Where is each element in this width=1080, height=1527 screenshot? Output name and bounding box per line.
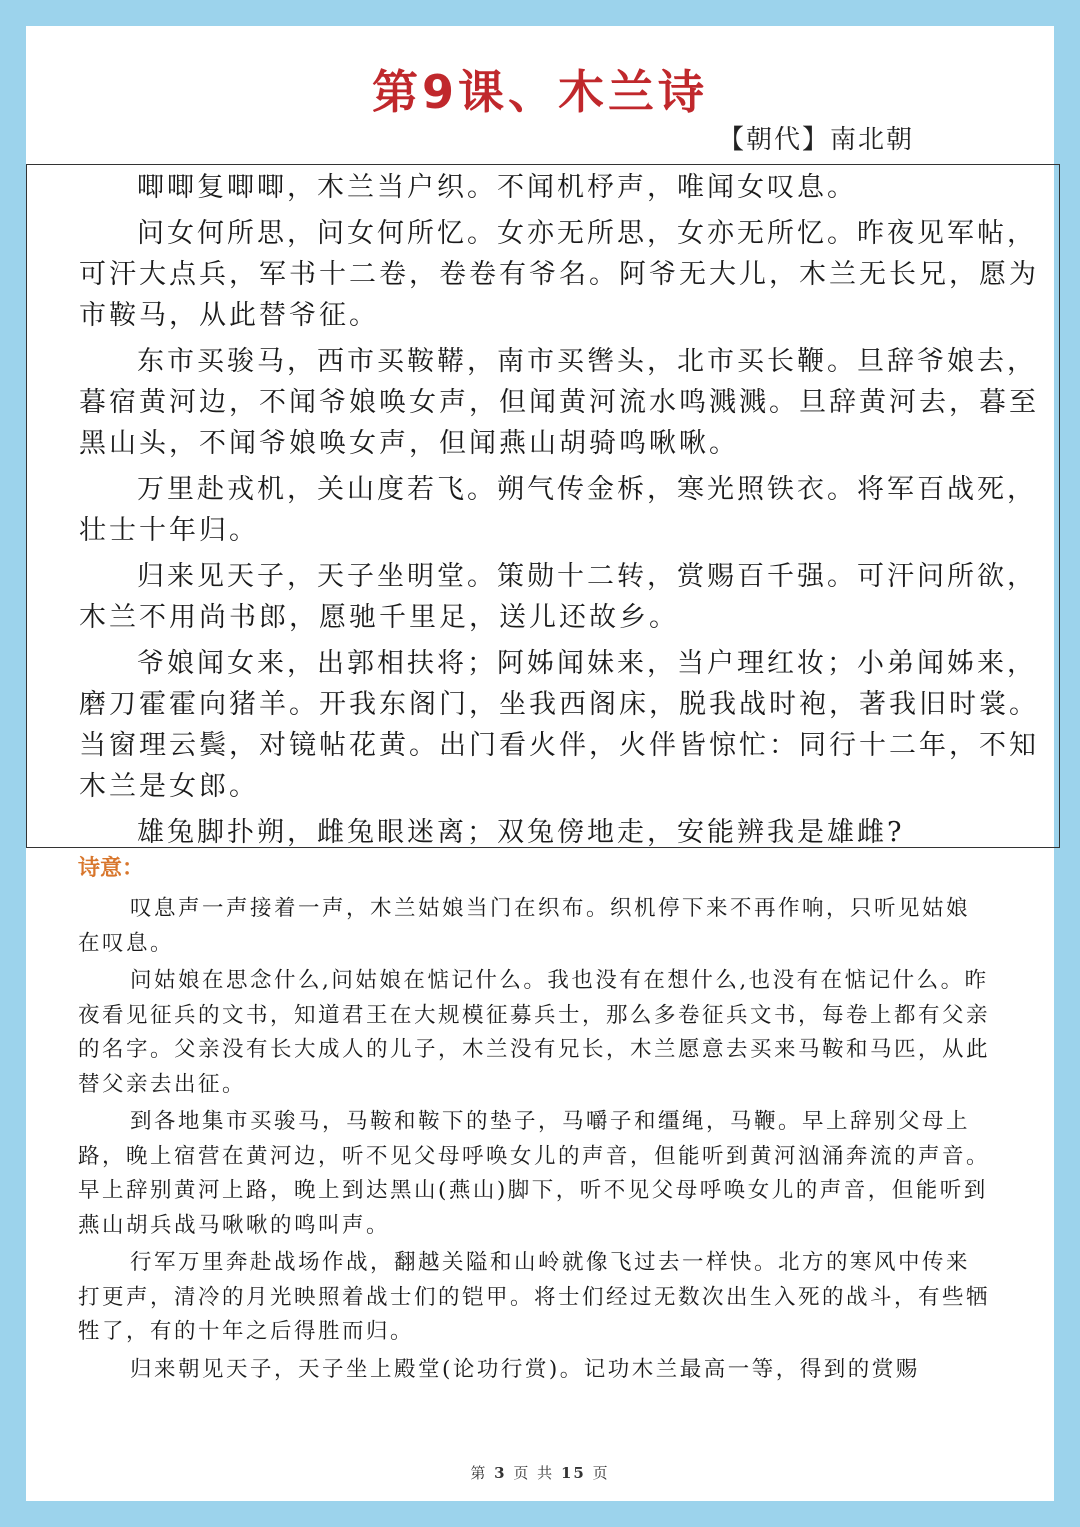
translation-paragraph: 归来朝见天子，天子坐上殿堂(论功行赏)。记功木兰最高一等，得到的赏赐 (130, 1356, 920, 1382)
dynasty-label: 【朝代】南北朝 (717, 125, 914, 155)
poem-paragraph: 爷娘闻女来，出郭相扶将；阿姊闻妹来，当户理红妆；小弟闻姊来，磨刀霍霍向猪羊。开我东阁门，坐我西阁床，脱我战时袍，著我旧时裳。当窗理云鬓，对镜帖花黄。出门看火伴，火伴皆惊忙：同行十二年，不知木兰是女郎。 (79, 648, 1039, 802)
poem-paragraph: 唧唧复唧唧，木兰当户织。不闻机杼声，唯闻女叹息。 (137, 172, 857, 203)
footer-middle: 页 共 (513, 1464, 555, 1482)
translation-paragraph: 到各地集市买骏马，马鞍和鞍下的垫子，马嚼子和缰绳，马鞭。早上辞别父母上路，晚上宿营在黄河边，听不见父母呼唤女儿的声音，但能听到黄河汹涌奔流的声音。早上辞别黄河上路，晚上到达黑山(燕山)脚下，听不见父母呼唤女儿的声音，但能听到燕山胡兵战马啾啾的鸣叫声。 (78, 1109, 991, 1238)
page-title: 第9课、木兰诗 (371, 65, 708, 119)
document-page (26, 26, 1054, 1501)
translation-paragraph: 问姑娘在思念什么,问姑娘在惦记什么。我也没有在想什么,也没有在惦记什么。昨夜看见征兵的文书，知道君王在大规模征募兵士，那么多卷征兵文书，每卷上都有父亲的名字。父亲没有长大成人的儿子，木兰没有兄长，木兰愿意去买来马鞍和马匹，从此替父亲去出征。 (78, 968, 991, 1097)
page-footer (26, 1462, 1054, 1483)
poem-paragraph: 问女何所思，问女何所忆。女亦无所思，女亦无所忆。昨夜见军帖，可汗大点兵，军书十二卷，卷卷有爷名。阿爷无大儿，木兰无长兄，愿为市鞍马，从此替爷征。 (79, 218, 1039, 331)
poem-paragraph: 归来见天子，天子坐明堂。策勋十二转，赏赐百千强。可汗问所欲，木兰不用尚书郎，愿驰千里足，送儿还故乡。 (79, 561, 1037, 633)
footer-suffix: 页 (592, 1464, 610, 1482)
poem-paragraph: 雄兔脚扑朔，雌兔眼迷离；双兔傍地走，安能辨我是雄雌? (137, 817, 905, 848)
poem-box (26, 164, 1060, 848)
footer-page-number: 3 (494, 1464, 507, 1482)
footer-total-pages: 15 (560, 1464, 586, 1482)
translation-paragraph: 叹息声一声接着一声，木兰姑娘当门在织布。织机停下来不再作响，只听见姑娘在叹息。 (78, 896, 971, 956)
translation-paragraph: 行军万里奔赴战场作战，翻越关隘和山岭就像飞过去一样快。北方的寒风中传来打更声，清冷的月光映照着战士们的铠甲。将士们经过无数次出生入死的战斗，有些牺牲了，有的十年之后得胜而归。 (78, 1250, 991, 1344)
footer-prefix: 第 (470, 1464, 488, 1482)
poem-paragraph: 东市买骏马，西市买鞍鞯，南市买辔头，北市买长鞭。旦辞爷娘去，暮宿黄河边，不闻爷娘唤女声，但闻黄河流水鸣溅溅。旦辞黄河去，暮至黑山头，不闻爷娘唤女声，但闻燕山胡骑鸣啾啾。 (79, 346, 1039, 459)
poem-paragraph: 万里赴戎机，关山度若飞。朔气传金柝，寒光照铁衣。将军百战死，壮士十年归。 (79, 474, 1037, 546)
meaning-heading: 诗意： (78, 856, 145, 881)
translation-section (78, 892, 992, 1387)
